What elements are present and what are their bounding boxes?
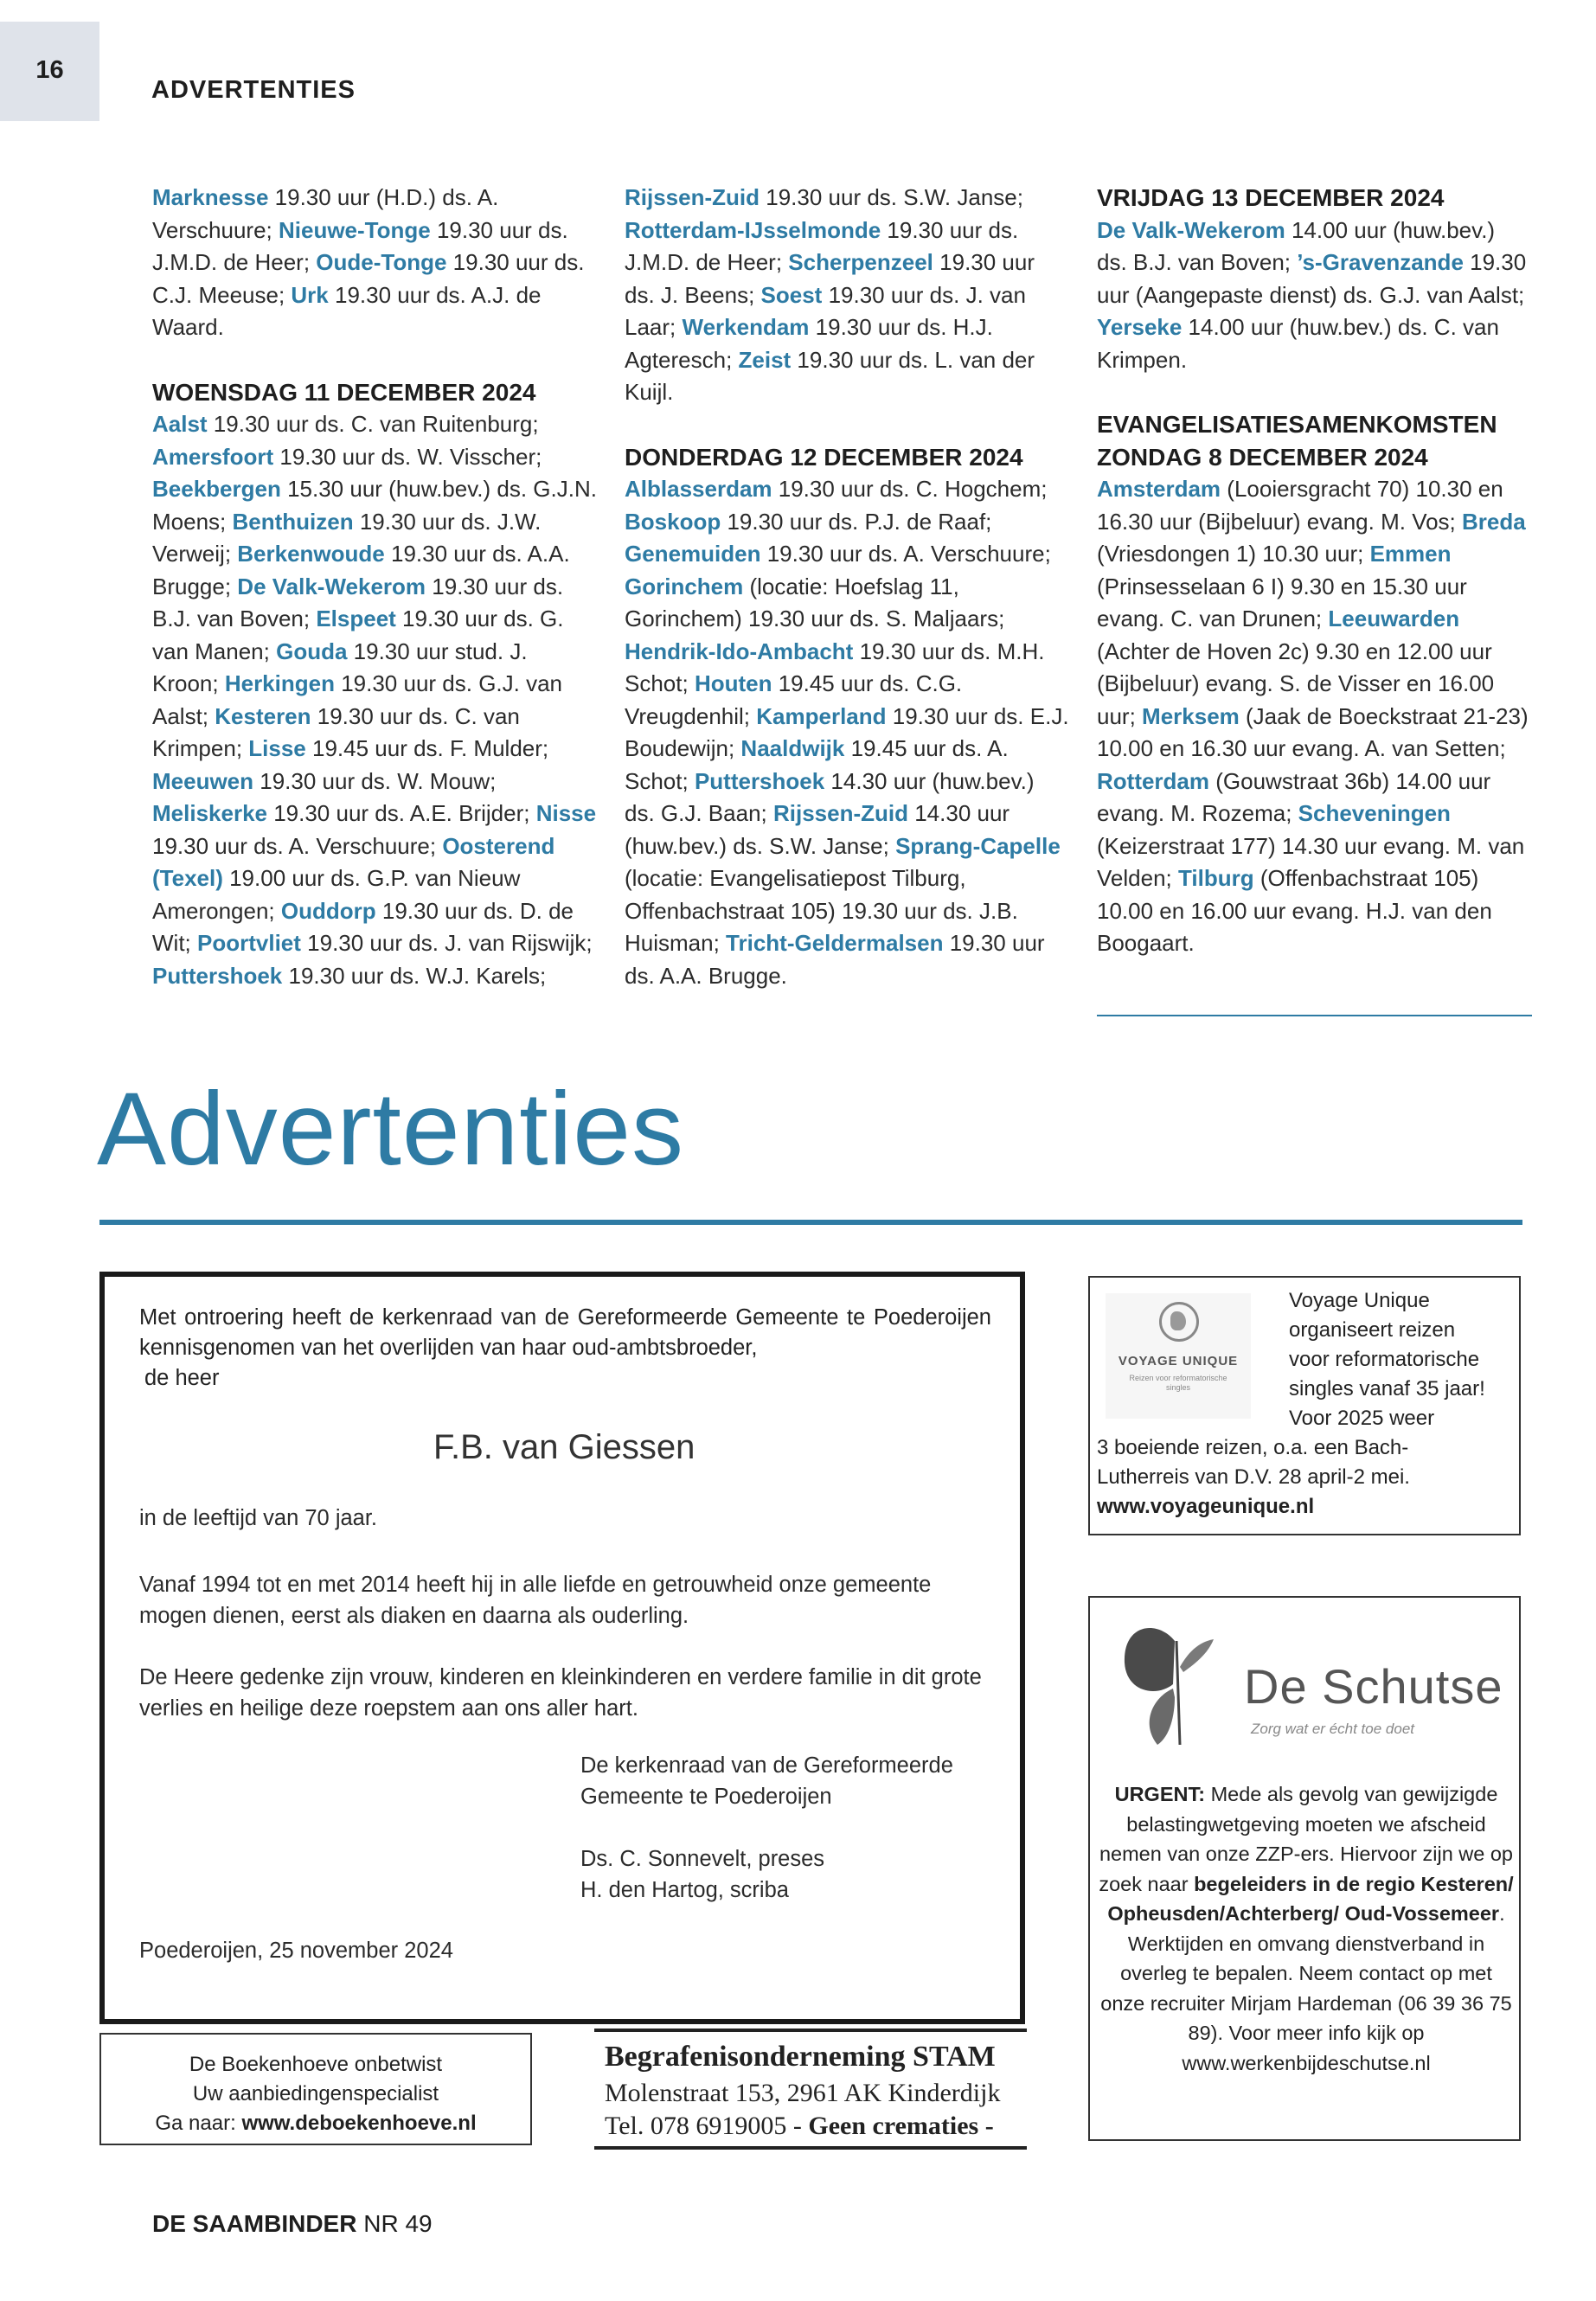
schutse-tagline: Zorg wat er écht toe doet (1251, 1721, 1414, 1737)
place-name: Tilburg (1177, 865, 1254, 891)
obituary-signatories (580, 1843, 824, 1906)
place-name: Urk (291, 281, 329, 308)
ad-stam: Begrafenisonderneming STAM Molenstraat 153, 2961 AK Kinderdijk Tel. 078 6919005 - Geen crematies - (594, 2029, 1027, 2150)
signature-line: H. den Hartog, scriba (580, 1878, 789, 1902)
place-name: Emmen (1369, 541, 1452, 567)
evangelisation-heading: EVANGELISATIESAMENKOMSTEN (1097, 411, 1497, 438)
column-2 (625, 182, 1070, 1024)
place-name: De Valk-Wekerom (1097, 216, 1285, 243)
place-name: Amsterdam (1097, 476, 1221, 502)
place-name: Alblasserdam (625, 476, 772, 502)
place-name: Breda (1462, 508, 1526, 535)
place-name: Beekbergen (152, 476, 281, 502)
place-name: Puttershoek (694, 767, 825, 794)
place-name: Meeuwen (152, 767, 254, 794)
place-name: Marknesse (152, 184, 269, 210)
butterfly-icon (1106, 1615, 1244, 1753)
place-name: Meliskerke (152, 800, 267, 826)
column-1 (152, 182, 598, 1024)
globe-icon (1159, 1302, 1199, 1342)
place-name: Hendrik-Ido-Ambacht (625, 638, 854, 664)
voyage-unique-link[interactable]: www.voyageunique.nl (1097, 1495, 1315, 1518)
day-heading: ZONDAG 8 DECEMBER 2024 (1097, 443, 1428, 471)
place-name: Nieuwe-Tonge (278, 216, 431, 243)
place-name: Benthuizen (232, 508, 354, 535)
place-name: Naaldwijk (740, 735, 845, 761)
place-name: Aalst (152, 411, 208, 437)
boekenhoeve-link[interactable]: www.deboekenhoeve.nl (241, 2112, 477, 2135)
place-name: Berkenwoude (237, 541, 385, 567)
obituary-paragraph: Vanaf 1994 tot en met 2014 heeft hij in alle liefde en getrouwheid onze gemeente mogen dienen, eerst als diaken en daarna als ouderling. (139, 1573, 932, 1628)
place-name: Rotterdam (1097, 767, 1210, 794)
schutse-name: De Schutse (1244, 1659, 1503, 1714)
service-list: Rijssen-Zuid 19.30 uur ds. S.W. Janse; Rotterdam-IJsselmonde 19.30 uur ds. J.M.D. de Heer; Scherpenzeel 19.30 uur ds. J. Beens; Soest 19.30 uur ds. J. van Laar; Werkendam 19.30 uur ds. H.J. Agteresch; Zeist 19.30 uur ds. L. van der Kuijl. (625, 184, 1035, 405)
place-name: De Valk-Wekerom (237, 573, 426, 599)
stam-phone: Tel. 078 6919005 - (605, 2112, 809, 2140)
obituary-signature (580, 1750, 953, 1812)
place-name: Houten (694, 670, 772, 696)
place-name: Scherpenzeel (788, 249, 933, 275)
ad-de-schutse (1088, 1596, 1521, 2141)
service-list: Amsterdam (Looiersgracht 70) 10.30 en 16.30 uur (Bijbeluur) evang. M. Vos; Breda (Vriesdongen 1) 10.30 uur; Emmen (Prinsesselaan 6 I) 9.30 en 15.30 uur evang. C. van Drunen; Leeuwarden (Achter de Hoven 2c) 9.30 en 12.00 uur (Bijbeluur) evang. S. de Visser en 16.00 uur; Merksem (Jaak de Boeckstraat 21-23) 10.00 en 16.30 uur evang. A. van Setten; Rotterdam (Gouwstraat 36b) 14.00 uur evang. M. Rozema; Scheveningen (Keizerstraat 177) 14.30 uur evang. M. van Velden; Tilburg (Offenbachstraat 105) 10.00 en 16.00 uur evang. H.J. van den Boogaart. (1097, 476, 1529, 956)
place-name: ’s-Gravenzande (1297, 249, 1464, 275)
section-header: ADVERTENTIES (151, 76, 356, 104)
logo-title: VOYAGE UNIQUE (1118, 1354, 1239, 1368)
place-name: Rijssen-Zuid (625, 184, 760, 210)
place-name: Gouda (276, 638, 348, 664)
place-name: Werkendam (682, 314, 810, 340)
stam-address: Molenstraat 153, 2961 AK Kinderdijk (605, 2079, 1001, 2107)
ads-title: Advertenties (97, 1071, 685, 1187)
place-name: Genemuiden (625, 541, 761, 567)
place-name: Merksem (1142, 702, 1240, 729)
place-name: Rotterdam-IJsselmonde (625, 216, 881, 243)
signature-line: Gemeente te Poederoijen (580, 1785, 832, 1809)
place-name: Herkingen (224, 670, 335, 696)
place-name: Sprang-Capelle (895, 832, 1061, 859)
place-name: Puttershoek (152, 962, 283, 989)
ad-boekenhoeve: De Boekenhoeve onbetwist Uw aanbiedingenspecialist Ga naar: www.deboekenhoeve.nl (99, 2033, 532, 2145)
place-name: Ouddorp (280, 897, 376, 924)
day-heading: VRIJDAG 13 DECEMBER 2024 (1097, 184, 1445, 211)
place-name: Soest (760, 281, 823, 308)
ad-voyage-unique (1088, 1276, 1521, 1535)
place-name: Elspeet (316, 606, 396, 631)
place-name: Kesteren (215, 702, 311, 729)
obituary-paragraph: De Heere gedenke zijn vrouw, kinderen en kleinkinderen en verdere familie in dit grote verlies en heilige deze roepstem aan ons aller hart. (139, 1665, 982, 1721)
column-3 (1097, 182, 1529, 992)
deceased-name: F.B. van Giessen (433, 1428, 695, 1466)
footer: DE SAAMBINDER NR 49 (152, 2210, 433, 2237)
place-name: Amersfoort (152, 443, 274, 470)
service-list: Marknesse 19.30 uur (H.D.) ds. A. Verschuure; Nieuwe-Tonge 19.30 uur ds. J.M.D. de Heer; Oude-Tonge 19.30 uur ds. C.J. Meeuse; Urk 19.30 uur ds. A.J. de Waard. (152, 184, 585, 340)
page-number: 16 (35, 56, 64, 84)
day-heading: DONDERDAG 12 DECEMBER 2024 (625, 443, 1023, 471)
place-name: Nisse (535, 800, 597, 826)
de-schutse-logo (1106, 1615, 1503, 1758)
obituary-notice (99, 1272, 1025, 2024)
place-name: Lisse (248, 735, 306, 761)
stam-title: Begrafenisonderneming STAM (605, 2041, 996, 2073)
obituary-place-date: Poederoijen, 25 november 2024 (139, 1939, 453, 1963)
place-name: Oosterend (Texel) (152, 832, 555, 891)
place-name: Zeist (738, 346, 792, 373)
signature-line: De kerkenraad van de Gereformeerde (580, 1753, 953, 1778)
place-name: Tricht-Geldermalsen (726, 930, 944, 956)
day-heading: WOENSDAG 11 DECEMBER 2024 (152, 378, 536, 406)
place-name: Leeuwarden (1328, 606, 1460, 631)
service-list: De Valk-Wekerom 14.00 uur (huw.bev.) ds. B.J. van Boven; ’s-Gravenzande 19.30 uur (Aangepaste dienst) ds. G.J. van Aalst; Yerseke 14.00 uur (huw.bev.) ds. C. van Krimpen. (1097, 216, 1527, 373)
service-list: Aalst 19.30 uur ds. C. van Ruitenburg; Amersfoort 19.30 uur ds. W. Visscher; Beekbergen 15.30 uur (huw.bev.) ds. G.J.N. Moens; Benthuizen 19.30 uur ds. J.W. Verweij; Berkenwoude 19.30 uur ds. A.A. Brugge; De Valk-Wekerom 19.30 uur ds. B.J. van Boven; Elspeet 19.30 uur ds. G. van Manen; Gouda 19.30 uur stud. J. Kroon; Herkingen 19.30 uur ds. G.J. van Aalst; Kesteren 19.30 uur ds. C. van Krimpen; Lisse 19.45 uur ds. F. Mulder; Meeuwen 19.30 uur ds. W. Mouw; Meliskerke 19.30 uur ds. A.E. Brijder; Nisse 19.30 uur ds. A. Verschuure; Oosterend (Texel) 19.00 uur ds. G.P. van Nieuw Amerongen; Ouddorp 19.30 uur ds. D. de Wit; Poortvliet 19.30 uur ds. J. van Rijswijk; Puttershoek 19.30 uur ds. W.J. Karels; (152, 411, 597, 989)
obituary-intro: Met ontroering heeft de kerkenraad van de Gereformeerde Gemeente te Poederoijen kennisgenomen van het overlijden van haar oud-ambtsbroeder, (139, 1305, 991, 1360)
ads-title-rule (99, 1220, 1522, 1225)
column-end-rule (1097, 1015, 1532, 1016)
ad-text: 3 boeiende reizen, o.a. een Bach- Lutherreis van D.V. 28 april-2 mei. www.voyageunique.nl (1097, 1433, 1516, 1522)
place-name: Rijssen-Zuid (772, 800, 908, 826)
voyage-unique-logo (1106, 1293, 1251, 1419)
place-name: Gorinchem (625, 573, 744, 599)
obituary-intro-2: de heer (144, 1366, 220, 1390)
signature-line: Ds. C. Sonnevelt, preses (580, 1847, 825, 1871)
place-name: Yerseke (1097, 314, 1183, 340)
ad-text: Voyage Unique organiseert reizen voor reformatorische singles vanaf 35 jaar! Voor 2025 weer (1289, 1289, 1485, 1430)
place-name: Oude-Tonge (316, 249, 447, 275)
place-name: Kamperland (756, 702, 887, 729)
place-name: Poortvliet (197, 930, 301, 956)
service-list: Alblasserdam 19.30 uur ds. C. Hogchem; Boskoop 19.30 uur ds. P.J. de Raaf; Genemuiden 19.30 uur ds. A. Verschuure; Gorinchem (locatie: Hoefslag 11, Gorinchem) 19.30 uur ds. S. Maljaars; Hendrik-Ido-Ambacht 19.30 uur ds. M.H. Schot; Houten 19.45 uur ds. C.G. Vreugdenhil; Kamperland 19.30 uur ds. E.J. Boudewijn; Naaldwijk 19.45 uur ds. A. Schot; Puttershoek 14.30 uur (huw.bev.) ds. G.J. Baan; Rijssen-Zuid 14.30 uur (huw.bev.) ds. S.W. Janse; Sprang-Capelle (locatie: Evangelisatiepost Tilburg, Offenbachstraat 105) 19.30 uur ds. J.B. Huisman; Tricht-Geldermalsen 19.30 uur ds. A.A. Brugge. (625, 476, 1069, 989)
logo-subtitle: Reizen voor reformatorische singles (1129, 1374, 1227, 1392)
ad-text: URGENT: Mede als gevolg van gewijzigde belastingwetgeving moeten we afscheid nemen van onze ZZP-ers. Hiervoor zijn we op zoek naar begeleiders in de regio Kesteren/ Opheusden/Achterberg/ Oud-Vossemeer. Werktijden en omvang dienstverband in overleg te bepalen. Neem contact op met onze recruiter Mirjam Hardeman (06 39 36 75 89). Voor meer info kijk op www.werkenbijdeschutse.nl (1099, 1783, 1514, 2074)
place-name: Boskoop (625, 508, 721, 535)
obituary-age: in de leeftijd van 70 jaar. (139, 1506, 378, 1530)
place-name: Scheveningen (1298, 800, 1451, 826)
